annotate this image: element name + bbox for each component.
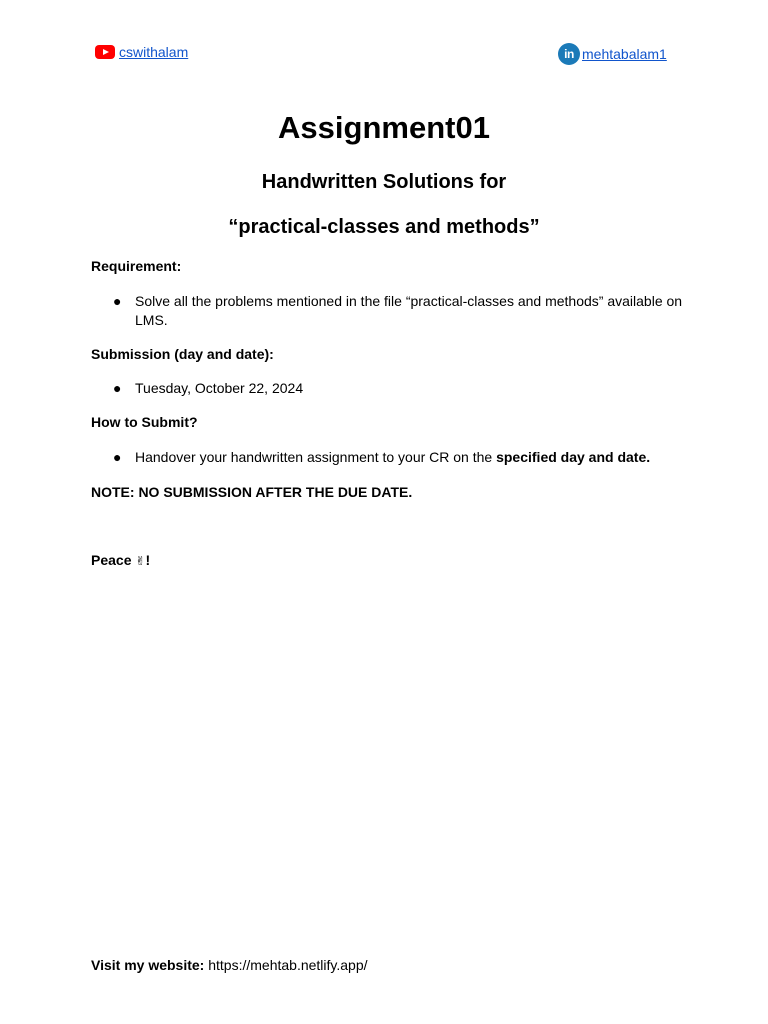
how-to-submit-list-item bbox=[113, 448, 683, 467]
linkedin-profile-link[interactable]: mehtabalam1 bbox=[582, 46, 667, 62]
bullet-icon: ● bbox=[113, 449, 122, 465]
due-date-note: NOTE: NO SUBMISSION AFTER THE DUE DATE. bbox=[91, 484, 413, 500]
submission-date-text: Tuesday, October 22, 2024 bbox=[135, 380, 304, 396]
document-subtitle-line2: “practical-classes and methods” bbox=[228, 216, 540, 238]
peace-hand-icon: ✌ bbox=[135, 554, 146, 568]
submission-list-item bbox=[113, 379, 683, 398]
closing-text: Peace bbox=[91, 552, 136, 568]
linkedin-icon[interactable]: in bbox=[558, 43, 580, 65]
bullet-icon: ● bbox=[113, 380, 122, 396]
website-url[interactable]: https://mehtab.netlify.app/ bbox=[208, 957, 368, 973]
youtube-icon[interactable] bbox=[95, 45, 115, 59]
bullet-icon: ● bbox=[113, 293, 122, 309]
submission-heading: Submission (day and date): bbox=[91, 346, 274, 362]
youtube-channel-link-group[interactable] bbox=[95, 44, 188, 60]
how-to-submit-item-text: Handover your handwritten assignment to your CR on the bbox=[135, 449, 497, 465]
requirement-list-item bbox=[113, 292, 683, 330]
how-to-submit-item-emphasis: specified day and date. bbox=[496, 449, 651, 465]
requirement-heading: Requirement: bbox=[91, 258, 182, 274]
youtube-channel-link[interactable]: cswithalam bbox=[119, 44, 189, 60]
how-to-submit-heading: How to Submit? bbox=[91, 414, 198, 430]
document-title: Assignment01 bbox=[278, 110, 490, 145]
requirement-item-text: Solve all the problems mentioned in the file “practical-classes and methods” available on LMS. bbox=[135, 293, 683, 328]
document-subtitle-line1: Handwritten Solutions for bbox=[261, 171, 507, 193]
how-to-submit-item bbox=[135, 448, 683, 467]
website-footer bbox=[91, 957, 368, 973]
closing-line bbox=[91, 551, 150, 571]
closing-suffix: ! bbox=[145, 552, 151, 568]
linkedin-profile-link-group[interactable] bbox=[558, 43, 667, 65]
website-label: Visit my website: bbox=[91, 957, 205, 973]
